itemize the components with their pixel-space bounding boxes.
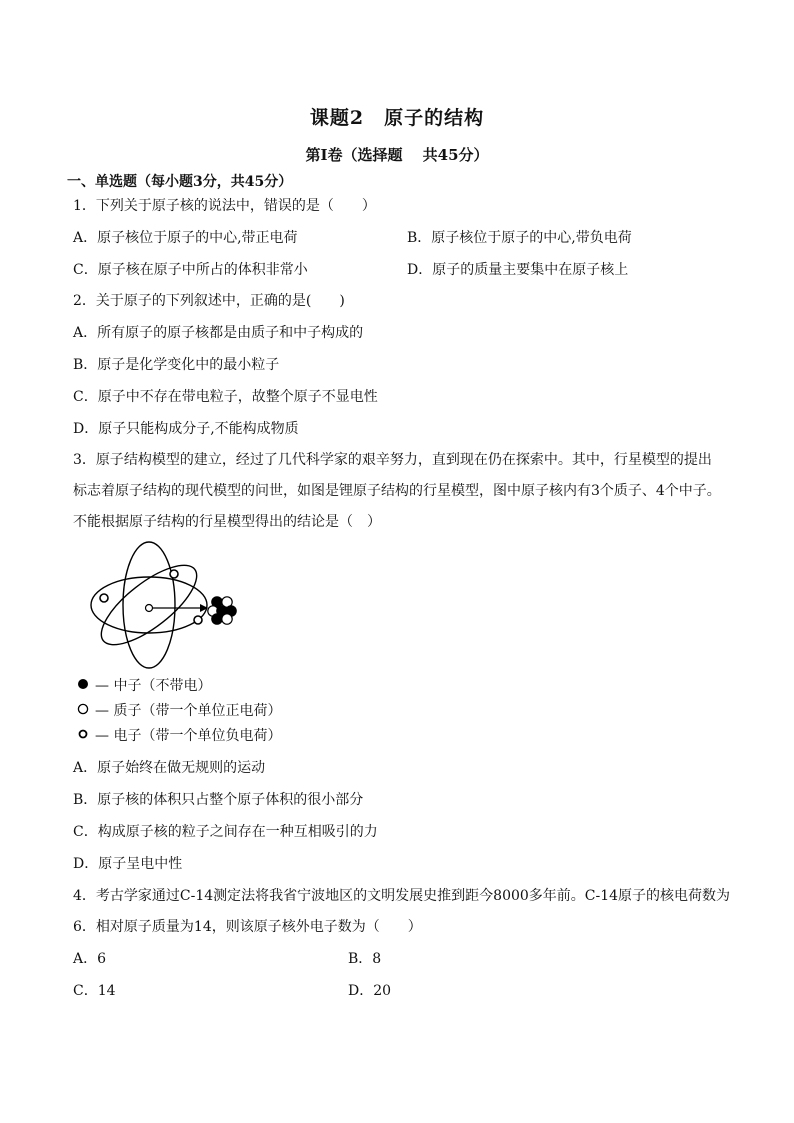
question-4-stem-line-1: 4．考古学家通过C-14测定法将我省宁波地区的文明发展史推到距今8000多年前。C-14原子的核电荷数为 [73, 888, 731, 904]
section-heading: 一、单选题（每小题3分，共45分） [67, 174, 293, 190]
question-4-option-d[interactable]: D．20 [348, 983, 392, 999]
atom-model-figure-svg [86, 540, 246, 670]
question-4-option-b[interactable]: B．8 [348, 951, 382, 967]
question-1-option-d[interactable]: D．原子的质量主要集中在原子核上 [407, 262, 629, 278]
page-title: 课题2 原子的结构 [309, 107, 485, 129]
question-2-option-c[interactable]: C．原子中不存在带电粒子，故整个原子不显电性 [73, 389, 378, 405]
legend-neutron [77, 676, 211, 696]
question-3-option-d[interactable]: D．原子呈电中性 [73, 856, 183, 872]
question-1-option-a[interactable]: A．原子核位于原子的中心,带正电荷 [73, 230, 298, 246]
legend-neutron-label: — 中子（不带电） [95, 678, 212, 694]
neutron-filled-dot-icon [77, 676, 89, 696]
legend-proton [77, 701, 281, 721]
question-4-stem-line-2: 6．相对原子质量为14，则该原子核外电子数为（ ） [73, 919, 422, 935]
question-3-option-b[interactable]: B．原子核的体积只占整个原子体积的很小部分 [73, 792, 364, 808]
question-2-option-d[interactable]: D．原子只能构成分子,不能构成物质 [73, 421, 299, 437]
legend-proton-label: — 质子（带一个单位正电荷） [95, 703, 282, 719]
legend-electron [77, 726, 281, 746]
question-3-option-c[interactable]: C．构成原子核的粒子之间存在一种互相吸引的力 [73, 824, 378, 840]
question-1-stem: 1．下列关于原子核的说法中，错误的是（ ） [73, 198, 376, 214]
legend-electron-label: — 电子（带一个单位负电荷） [95, 728, 282, 744]
question-3-stem: 3．原子结构模型的建立，经过了几代科学家的艰辛努力，直到现在仍在探索中。其中，行星模型的提出标志着原子结构的现代模型的问世，如图是锂原子结构的行星模型，图中原子核内有3个质子、4个中子。不能根据原子结构的行星模型得出的结论是（ ） [73, 452, 721, 530]
question-4-option-a[interactable]: A．6 [73, 951, 107, 967]
question-4-option-c[interactable]: C．14 [73, 983, 116, 999]
electron-small-ring-icon [77, 726, 89, 746]
electron-small-ring-icon [170, 570, 178, 578]
question-2-option-a[interactable]: A．所有原子的原子核都是由质子和中子构成的 [73, 325, 364, 341]
page-subtitle: 第I卷（选择题 共45分） [305, 146, 489, 164]
electron-small-ring-icon [194, 616, 202, 624]
proton-hollow-dot-icon [77, 701, 89, 721]
question-2-stem: 2．关于原子的下列叙述中，正确的是( ) [73, 293, 345, 309]
question-1-option-c[interactable]: C．原子核在原子中所占的体积非常小 [73, 262, 308, 278]
question-1-option-b[interactable]: B．原子核位于原子的中心,带负电荷 [407, 230, 632, 246]
electron-small-ring-icon [100, 594, 108, 602]
question-3-option-a[interactable]: A．原子始终在做无规则的运动 [73, 760, 266, 776]
atom-model-figure [86, 540, 246, 674]
question-2-option-b[interactable]: B．原子是化学变化中的最小粒子 [73, 357, 280, 373]
